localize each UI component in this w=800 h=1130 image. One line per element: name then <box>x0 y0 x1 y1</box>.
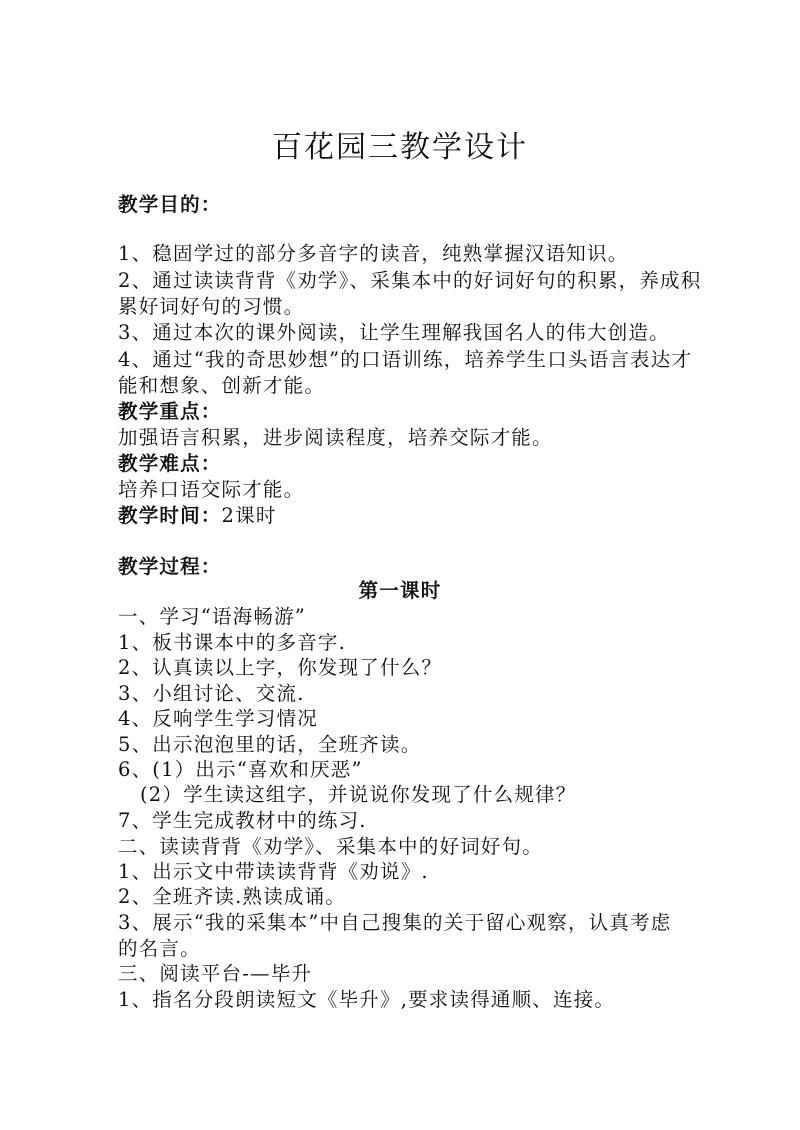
document-title: 百花园三教学设计 <box>272 130 528 165</box>
process-line: 4、反响学生学习情况 <box>118 707 318 730</box>
objective-line: 3、通过本次的课外阅读，让学生理解我国名人的伟大创造。 <box>118 321 670 344</box>
process-heading: 教学过程： <box>118 555 222 578</box>
process-line: 1、出示文中带读读背背《劝说》. <box>118 860 429 883</box>
objective-line: 4、通过“我的奇思妙想”的口语训练，培养学生口头语言表达才 <box>118 348 693 371</box>
difficulties-text: 培养口语交际才能。 <box>118 478 305 501</box>
objectives-heading: 教学目的： <box>118 193 222 216</box>
objective-line: 1、稳固学过的部分多音字的读音，纯熟掌握汉语知识。 <box>118 242 629 265</box>
teaching-time-value: 2课时 <box>221 504 277 527</box>
process-line: 2、认真读以上字，你发现了什么？ <box>118 656 443 679</box>
process-line: 三、阅读平台-—毕升 <box>118 962 313 985</box>
objective-line: 累好词好句的习惯。 <box>118 295 305 318</box>
objective-line: 能和想象、创新才能。 <box>118 374 326 397</box>
teaching-time <box>118 503 718 529</box>
lesson-heading: 第一课时 <box>358 579 442 602</box>
difficulties-heading: 教学难点： <box>118 452 222 475</box>
objective-line: 2、通过读读背背《劝学》、采集本中的好词好句的积累，养成积 <box>118 269 702 292</box>
process-line: 2、全班齐读.熟读成诵。 <box>118 885 347 908</box>
process-line: 3、展示“我的采集本”中自己搜集的关于留心观察，认真考虑 <box>118 911 672 934</box>
process-line: 7、学生完成教材中的练习. <box>118 809 367 832</box>
key-points-text: 加强语言积累，进步阅读程度，培养交际才能。 <box>118 426 553 449</box>
process-line: 一、学习“语海畅游” <box>118 605 306 628</box>
process-line: 1、板书课本中的多音字. <box>118 631 347 654</box>
process-line: 6、(1）出示“喜欢和厌恶” <box>118 758 363 781</box>
process-line: 3、小组讨论、交流. <box>118 682 305 705</box>
process-line: (2）学生读这组字，并说说你发现了什么规律？ <box>140 783 577 806</box>
process-line: 1、指名分段朗读短文《毕升》,要求读得通顺、连接。 <box>118 988 616 1011</box>
key-points-heading: 教学重点： <box>118 400 222 423</box>
process-line: 的名言。 <box>118 937 201 960</box>
process-line: 二、读读背背《劝学》、采集本中的好词好句。 <box>118 835 543 858</box>
process-line: 5、出示泡泡里的话，全班齐读。 <box>118 733 422 756</box>
teaching-time-label: 教学时间： <box>118 504 222 527</box>
